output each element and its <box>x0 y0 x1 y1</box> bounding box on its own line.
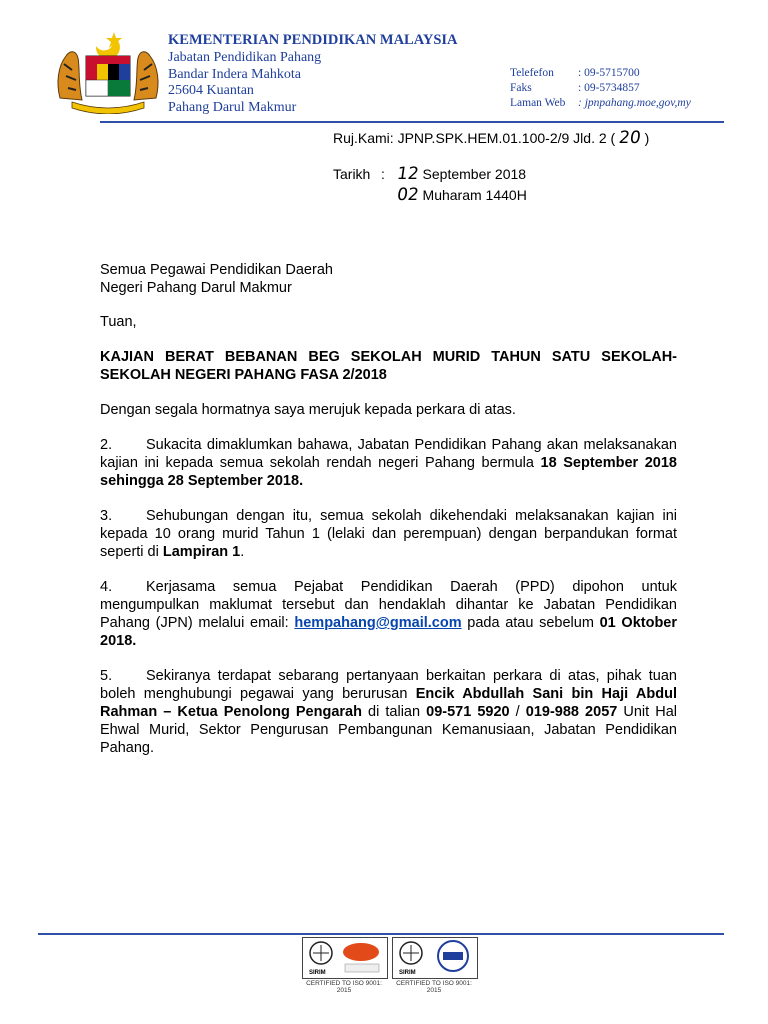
footer-divider <box>38 933 724 935</box>
reference-block <box>333 128 649 206</box>
paragraph-number: 5. <box>100 668 113 684</box>
address-line: Jabatan Pendidikan Pahang <box>168 50 322 65</box>
contact-mobile-number: 019-988 2057 <box>525 704 618 720</box>
paragraph-text: Sehubungan dengan itu, semua sekolah dikehendaki melaksanakan kajian ini kepada 10 orang murid Tahun 1 (lelaki dan perempuan) dengan berpandukan format seperti di <box>100 508 677 560</box>
handwritten-hijri-day: 02 <box>395 185 421 205</box>
contact-value: : 09-5715700 <box>578 67 640 79</box>
handwritten-day: 12 <box>395 164 421 184</box>
website-link[interactable]: : jpnpahang.moe,gov,my <box>578 97 691 109</box>
address-line: 25604 Kuantan <box>168 83 254 98</box>
coat-of-arms-icon <box>52 28 164 114</box>
header-divider <box>100 121 724 123</box>
date-month-year: September 2018 <box>418 166 527 182</box>
deadline-date: 01 Oktober 2018. <box>100 615 678 649</box>
paragraph-4 <box>100 578 677 650</box>
date-block <box>333 164 649 206</box>
letter-subject: KAJIAN BERAT BEBANAN BEG SEKOLAH MURID TAHUN SATU SEKOLAH-SEKOLAH NEGERI PAHANG FASA 2/2018 <box>100 349 677 383</box>
paragraph-number: 2. <box>100 437 113 453</box>
contact-label: Telefefon <box>510 67 554 79</box>
sirim-label: SIRIM <box>399 970 416 976</box>
contact-phone-number: 09-571 5920 <box>426 704 510 720</box>
gregorian-date <box>333 164 649 185</box>
hijri-month-year: Muharam 1440H <box>418 187 527 203</box>
email-link[interactable]: hempahang@gmail.com <box>294 615 462 631</box>
paragraph-text: Unit Hal Ehwal Murid, Sektor Pengurusan Pembangunan Kemanusiaan, Jabatan Pendidikan Pahang. <box>100 704 678 756</box>
paragraph-number: 4. <box>100 579 113 595</box>
paragraph-text: pada atau sebelum <box>461 615 600 631</box>
salutation: Tuan, <box>100 314 137 330</box>
contact-person: Encik Abdullah Sani bin Haji Abdul Rahman – Ketua Penolong Pengarah <box>100 686 677 720</box>
paragraph-1: Dengan segala hormatnya saya merujuk kepada perkara di atas. <box>100 402 516 418</box>
contact-fax <box>510 81 691 96</box>
recipient-block <box>100 261 677 297</box>
certification-caption: CERTIFIED TO ISO 9001: 2015 <box>396 980 472 994</box>
contact-label: Faks <box>510 82 532 94</box>
paragraph-text: Kerjasama semua Pejabat Pendidikan Daerah (PPD) dipohon untuk mengumpulkan maklumat tersebut dan hendaklah dihantar ke Jabatan Pendidikan Pahang (JPN) melalui email: <box>100 579 677 631</box>
hijri-date <box>333 185 649 206</box>
date-label: Tarikh <box>333 166 371 182</box>
paragraph-2 <box>100 436 677 490</box>
address-line: Bandar Indera Mahkota <box>168 66 301 82</box>
contact-value: : 09-5734857 <box>578 82 640 94</box>
handwritten-ref-number: 20 <box>617 128 643 148</box>
paragraph-date-range: 18 September 2018 sehingga 28 September 2018. <box>100 455 678 489</box>
paragraph-text: / <box>509 704 526 720</box>
sirim-label: SIRIM <box>309 970 326 976</box>
paragraph-text: . <box>240 544 245 560</box>
reference-prefix: Ruj.Kami: JPNP.SPK.HEM.01.100-2/9 Jld. 2 ( <box>333 130 616 146</box>
paragraph-text: Sukacita dimaklumkan bahawa, Jabatan Pendidikan Pahang akan melaksanakan kajian ini kepada semua sekolah rendah negeri Pahang bermula <box>100 437 677 471</box>
paragraph-text: di talian <box>361 704 427 720</box>
contact-phone <box>510 66 691 81</box>
paragraph-3 <box>100 507 677 561</box>
date-colon: : <box>381 166 385 182</box>
paragraph-5 <box>100 667 677 757</box>
contact-website <box>510 96 691 111</box>
recipient-line: Semua Pegawai Pendidikan Daerah <box>100 262 333 278</box>
recipient-line: Negeri Pahang Darul Makmur <box>100 280 292 296</box>
contact-label: Laman Web <box>510 97 566 109</box>
paragraph-number: 3. <box>100 508 113 524</box>
letter-body <box>100 261 677 774</box>
attachment-reference: Lampiran 1 <box>162 544 241 560</box>
iqnet-certification-logo-icon <box>392 937 478 979</box>
certification-caption: CERTIFIED TO ISO 9001: 2015 <box>306 980 382 994</box>
iso-certification-logo-icon <box>302 937 388 979</box>
organization-name: KEMENTERIAN PENDIDIKAN MALAYSIA <box>168 32 458 48</box>
contact-block <box>510 66 691 111</box>
address-line: Pahang Darul Makmur <box>168 99 297 115</box>
reference-number <box>333 128 649 148</box>
reference-suffix: ) <box>644 130 650 146</box>
paragraph-text: Sekiranya terdapat sebarang pertanyaan berkaitan perkara di atas, pihak tuan boleh menghubungi pegawai yang berurusan <box>100 668 677 702</box>
organization-address-block <box>168 32 458 116</box>
